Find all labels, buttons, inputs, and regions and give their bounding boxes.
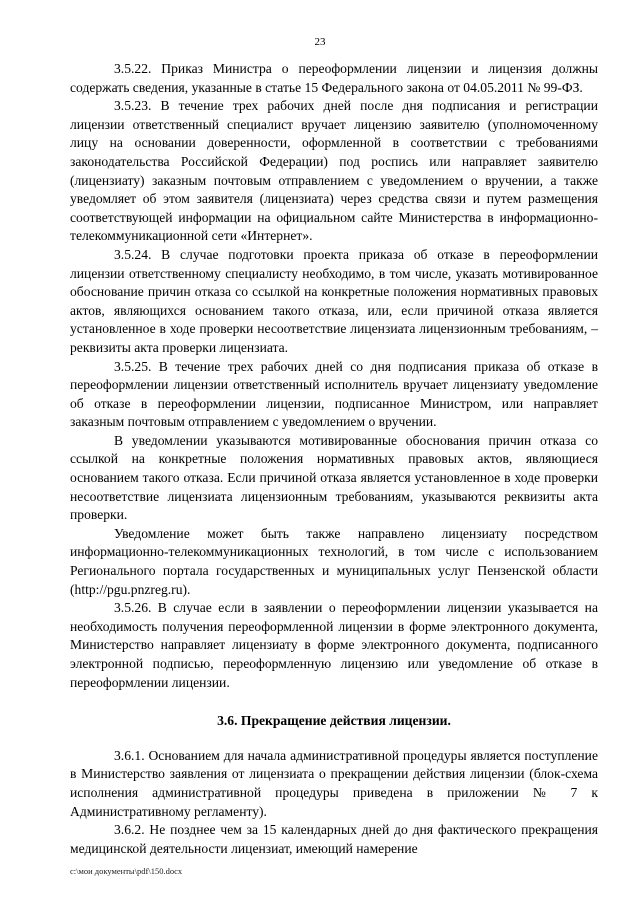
paragraph-3-5-26: 3.5.26. В случае если в заявлении о переоформлении лицензии указывается на необходимость получения переоформленной лицензии в форме электронного документа, Министерство направляет лицензиату в форме электронного документа, подписанного электронной подписью, переоформленную лицензию или уведомление об отказе в переоформлении лицензии. [70,600,598,690]
paragraph-3-5-25: 3.5.25. В течение трех рабочих дней со дня подписания приказа об отказе в переоформлении лицензии ответственный исполнитель вручает лицензиату уведомление об отказе в переоформлении лицензии, подписанное Министром, или направляет заказным почтовым отправлением с уведомлением о вручении. [70,358,598,430]
paragraph-refusal-reasons: В уведомлении указываются мотивированные обоснования причин отказа со ссылкой на конкретные положения нормативных правовых актов, являющиеся основанием такого отказа. Если причиной отказа является установленное в ходе проверки несоответствие лицензиата лицензионным требованиям, указываются реквизиты акта проверки. [70,432,598,523]
paragraph-3-6-1: 3.6.1. Основанием для начала административной процедуры является поступление в Министерство заявления от лицензиата о прекращении действия лицензии (блок-схема исполнения административной процедуры приведена в приложении № 7 к Административному регламенту). [70,747,598,819]
paragraph-refusal-notification: Уведомление может быть также направлено лицензиату посредством информационно-телекоммуникационных технологий, в том числе с использованием Регионального портала государственных и муниципальных услуг Пензенской области (http://pgu.pnzreg.ru). [70,525,598,597]
document-body [70,60,598,858]
paragraph-3-5-22: 3.5.22. Приказ Министра о переоформлении лицензии и лицензия должны содержать сведения, указанные в статье 15 Федерального закона от 04.05.2011 № 99-ФЗ. [70,61,598,95]
page-number: 23 [314,36,326,48]
paragraph-3-6-2: 3.6.2. Не позднее чем за 15 календарных дней до дня фактического прекращения медицинской деятельности лицензиат, имеющий намерение [70,822,598,856]
footer-file-path: c:\мои документы\pdf\150.docx [70,866,183,876]
paragraph-3-5-23: 3.5.23. В течение трех рабочих дней после дня подписания и регистрации лицензии ответственный специалист вручает лицензию заявителю (уполномоченному лицу на основании доверенности, оформленной в соответствии с требованиями законодательства Российской Федерации) под роспись или направляет заявителю (лицензиату) заказным почтовым отправлением с уведомлением о вручении, а также уведомляет об этом заявителя (лицензиата) через средства связи и путем размещения соответствующей информации на официальном сайте Министерства в информационно-телекоммуникационной сети «Интернет». [70,98,598,244]
section-heading: 3.6. Прекращение действия лицензии. [217,713,451,729]
paragraph-3-5-24: 3.5.24. В случае подготовки проекта приказа об отказе в переоформлении лицензии ответственному специалисту необходимо, в том числе, указать мотивированное обоснование причин отказа со ссылкой на конкретные положения нормативных правовых актов, являющихся основанием такого отказа, или, если причиной отказа является установленное в ходе проверки несоответствие лицензиата лицензионным требованиям, – реквизиты акта проверки лицензиата. [70,246,598,355]
